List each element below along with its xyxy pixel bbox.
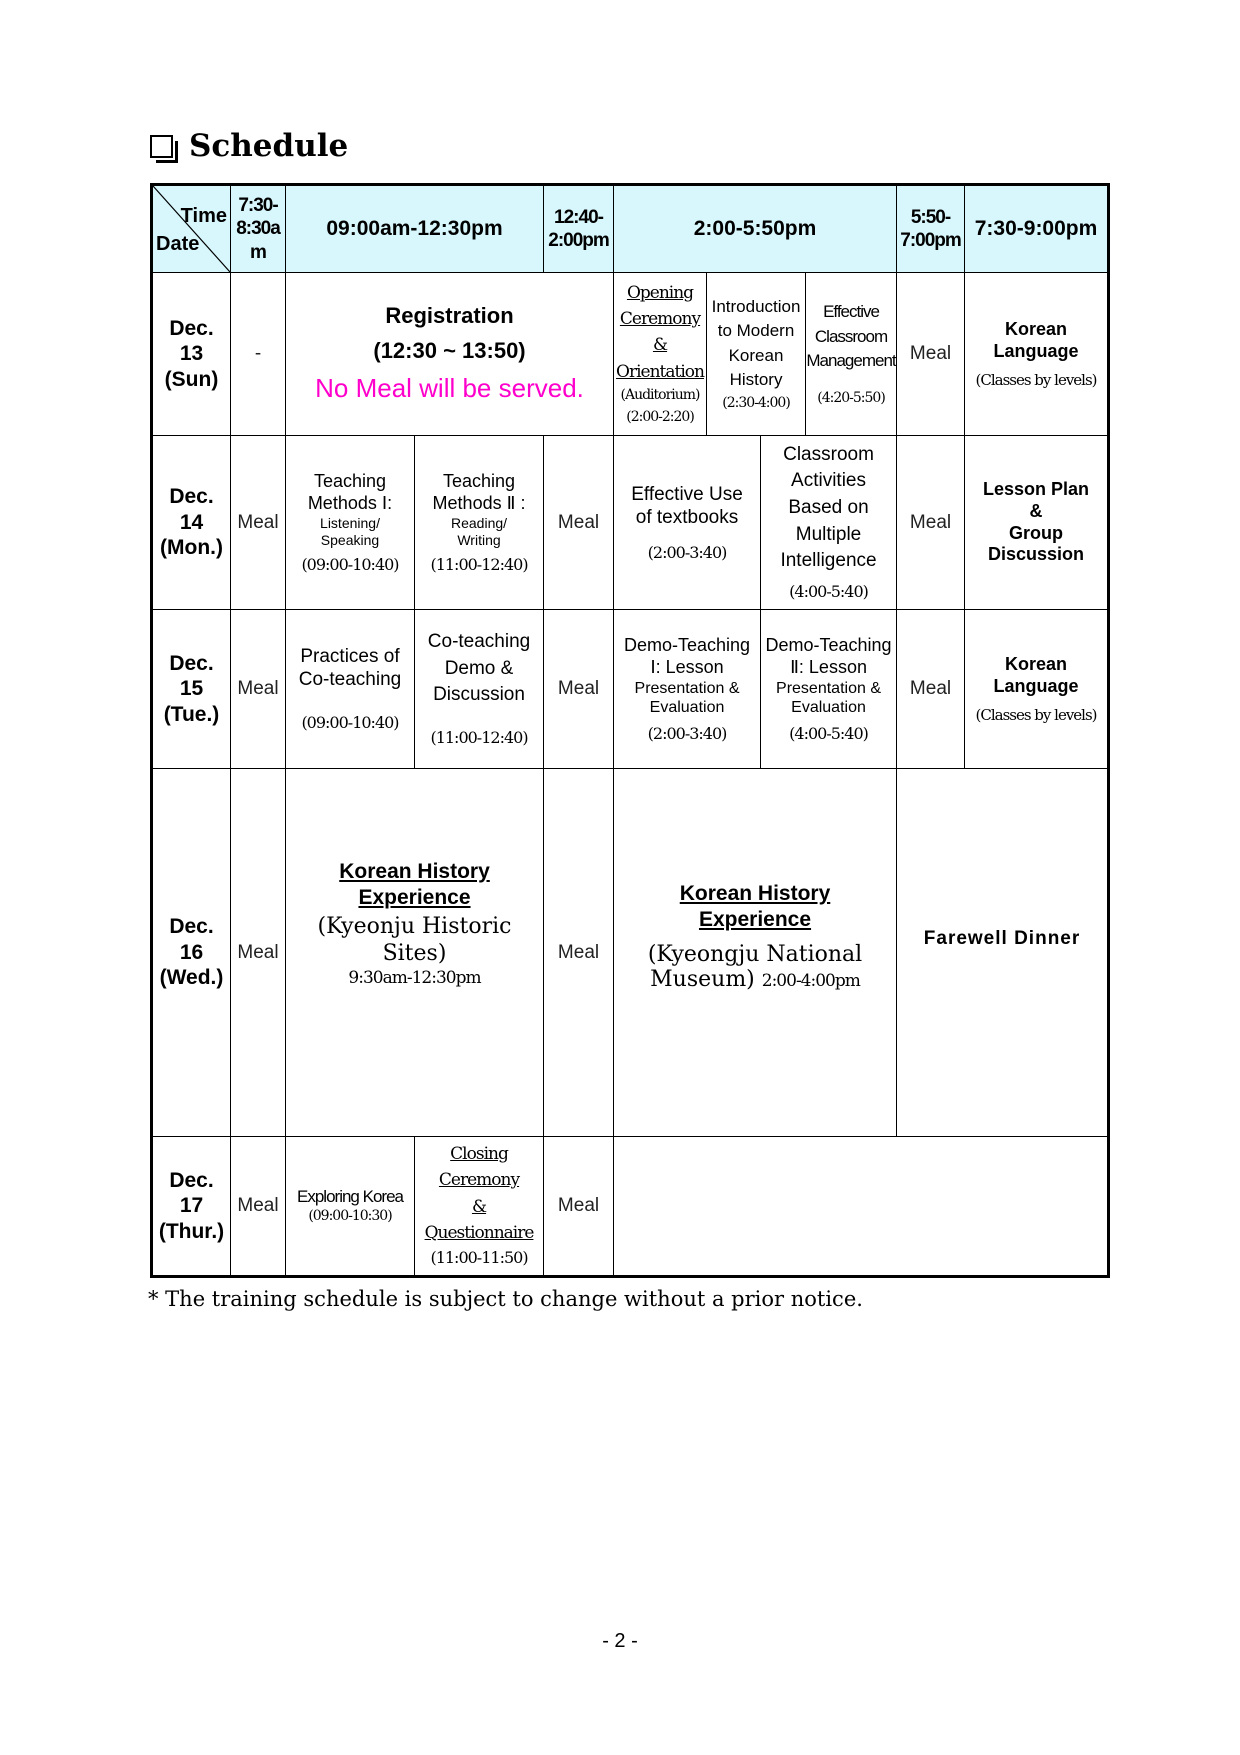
breakfast-cell: Meal (231, 1137, 286, 1277)
section-heading (150, 128, 348, 164)
exploring-korea: Exploring Korea (09:00-10:30) (286, 1137, 415, 1277)
heading-title: Schedule (189, 128, 349, 164)
history-experience-am: Korean History Experience (Kyeonju Historic Sites) 9:30am-12:30pm (286, 769, 544, 1137)
lunch-cell: Meal (544, 1137, 614, 1277)
demo-teaching-2: Demo-Teaching Ⅱ: Lesson Presentation & Evaluation (4:00-5:40) (761, 610, 897, 769)
breakfast-cell: Meal (231, 436, 286, 610)
date-cell: Dec. 16 (Wed.) (152, 769, 231, 1137)
date-cell: Dec. 17 (Thur.) (152, 1137, 231, 1277)
breakfast-cell: - (231, 273, 286, 436)
no-meal-notice: No Meal will be served. (315, 373, 584, 404)
evening-cell: Korean Language (Classes by levels) (965, 273, 1109, 436)
coteaching-demo: Co-teaching Demo & Discussion (11:00-12:40) (415, 610, 544, 769)
dinner-cell: Meal (897, 273, 965, 436)
opening-ceremony: Opening Ceremony & Orientation (Auditorium) (2:00-2:20) (614, 273, 707, 435)
afternoon-cell (614, 273, 897, 436)
slot-morning: 09:00am-12:30pm (286, 185, 544, 273)
demo-teaching-1: Demo-Teaching Ⅰ: Lesson Presentation & Evaluation (2:00-3:40) (614, 610, 761, 769)
effective-textbooks: Effective Use of textbooks (2:00-3:40) (614, 436, 761, 610)
history-experience-pm: Korean History Experience (Kyeongju National Museum) 2:00-4:00pm (614, 769, 897, 1137)
breakfast-cell: Meal (231, 610, 286, 769)
intro-history: Introduction to Modern Korean History (2:30-4:00) (707, 273, 806, 435)
time-date-corner (152, 185, 231, 273)
evening-cell: Korean Language (Classes by levels) (965, 610, 1109, 769)
dinner-cell: Meal (897, 436, 965, 610)
slot-breakfast: 7:30-8:30am (231, 185, 286, 273)
slot-dinner: 5:50-7:00pm (897, 185, 965, 273)
dinner-cell: Meal (897, 610, 965, 769)
date-cell: Dec. 14 (Mon.) (152, 436, 231, 610)
teaching-methods-2: Teaching Methods Ⅱ : Reading/ Writing (11:00-12:40) (415, 436, 544, 610)
slot-lunch: 12:40-2:00pm (544, 185, 614, 273)
classroom-management: Effective Classroom Management (4:20-5:50) (806, 301, 896, 406)
date-label: Date (156, 232, 200, 255)
table-row (152, 436, 1109, 610)
date-cell: Dec. 13 (Sun) (152, 273, 231, 436)
registration-cell: Registration (12:30 ~ 13:50) No Meal will be served. (286, 273, 614, 436)
table-row (152, 610, 1109, 769)
table-row (152, 273, 1109, 436)
evening-cell: Lesson Plan & Group Discussion (965, 436, 1109, 610)
schedule-note: * The training schedule is subject to change without a prior notice. (148, 1287, 863, 1311)
lunch-cell: Meal (544, 769, 614, 1137)
breakfast-cell: Meal (231, 769, 286, 1137)
multiple-intelligence: Classroom Activities Based on Multiple Intelligence (4:00-5:40) (761, 436, 897, 610)
teaching-methods-1: Teaching Methods Ⅰ: Listening/ Speaking (09:00-10:40) (286, 436, 415, 610)
farewell-dinner: Farewell Dinner (897, 769, 1109, 1137)
slot-afternoon: 2:00-5:50pm (614, 185, 897, 273)
practices-coteaching: Practices of Co-teaching (09:00-10:40) (286, 610, 415, 769)
closing-ceremony: Closing Ceremony & Questionnaire (11:00-11:50) (415, 1137, 544, 1277)
checkbox-square-icon (150, 135, 173, 158)
table-row (152, 1137, 1109, 1277)
date-cell: Dec. 15 (Tue.) (152, 610, 231, 769)
page-number: - 2 - (602, 1630, 638, 1652)
empty-cell (614, 1137, 1109, 1277)
header-row (152, 185, 1109, 273)
table-row (152, 769, 1109, 1137)
lunch-cell: Meal (544, 610, 614, 769)
time-label: Time (180, 205, 227, 227)
lunch-cell: Meal (544, 436, 614, 610)
slot-evening: 7:30-9:00pm (965, 185, 1109, 273)
schedule-table (150, 183, 1110, 1278)
